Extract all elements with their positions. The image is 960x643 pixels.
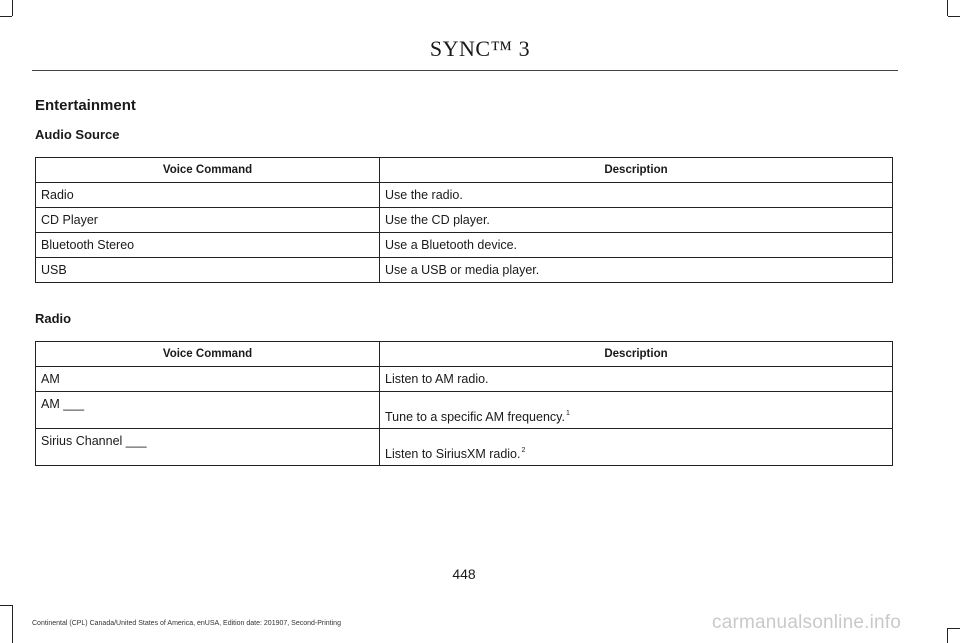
description-text: Tune to a specific AM frequency. [385,410,565,424]
command-cell: AM [36,367,380,392]
watermark: carmanualsonline.info [712,612,902,633]
command-cell: AM ___ [36,392,380,429]
crop-mark [948,16,960,17]
column-header-description: Description [380,158,893,183]
audio-source-table [35,157,893,283]
crop-mark [0,605,12,606]
section-title: Entertainment [35,97,136,114]
description-cell [380,392,893,429]
table-header-row [36,342,893,367]
table-row [36,367,893,392]
header-divider [32,70,898,71]
table-row [36,392,893,429]
command-cell: CD Player [36,208,380,233]
radio-title: Radio [35,311,72,326]
column-header-command: Voice Command [36,342,380,367]
column-header-description: Description [380,342,893,367]
description-cell: Use a Bluetooth device. [380,233,893,258]
page-header-title: SYNC™ 3 [429,36,531,61]
command-cell: USB [36,258,380,283]
crop-mark [948,628,960,629]
crop-mark [12,0,13,16]
description-text: Listen to SiriusXM radio. [385,447,521,461]
description-cell: Use a USB or media player. [380,258,893,283]
table-row [36,208,893,233]
table-row [36,429,893,466]
table-row [36,233,893,258]
description-text: Listen to AM radio. [385,372,489,386]
column-header-command: Voice Command [36,158,380,183]
radio-table [35,341,893,466]
audio-source-title: Audio Source [35,127,120,142]
table-row [36,183,893,208]
crop-mark [12,605,13,643]
edition-footer: Continental (CPL) Canada/United States of America, enUSA, Edition date: 201907, Second-Printing [32,620,341,627]
command-cell: Sirius Channel ___ [36,429,380,466]
description-cell [380,367,893,392]
description-cell [380,429,893,466]
command-cell: Bluetooth Stereo [36,233,380,258]
footnote-marker: 1 [565,410,570,417]
crop-mark [947,0,948,16]
footnote-marker: 2 [521,447,526,454]
table-header-row [36,158,893,183]
description-cell: Use the CD player. [380,208,893,233]
crop-mark [947,628,948,643]
table-row [36,258,893,283]
crop-mark [0,16,12,17]
page-number: 448 [452,566,476,582]
description-cell: Use the radio. [380,183,893,208]
command-cell: Radio [36,183,380,208]
